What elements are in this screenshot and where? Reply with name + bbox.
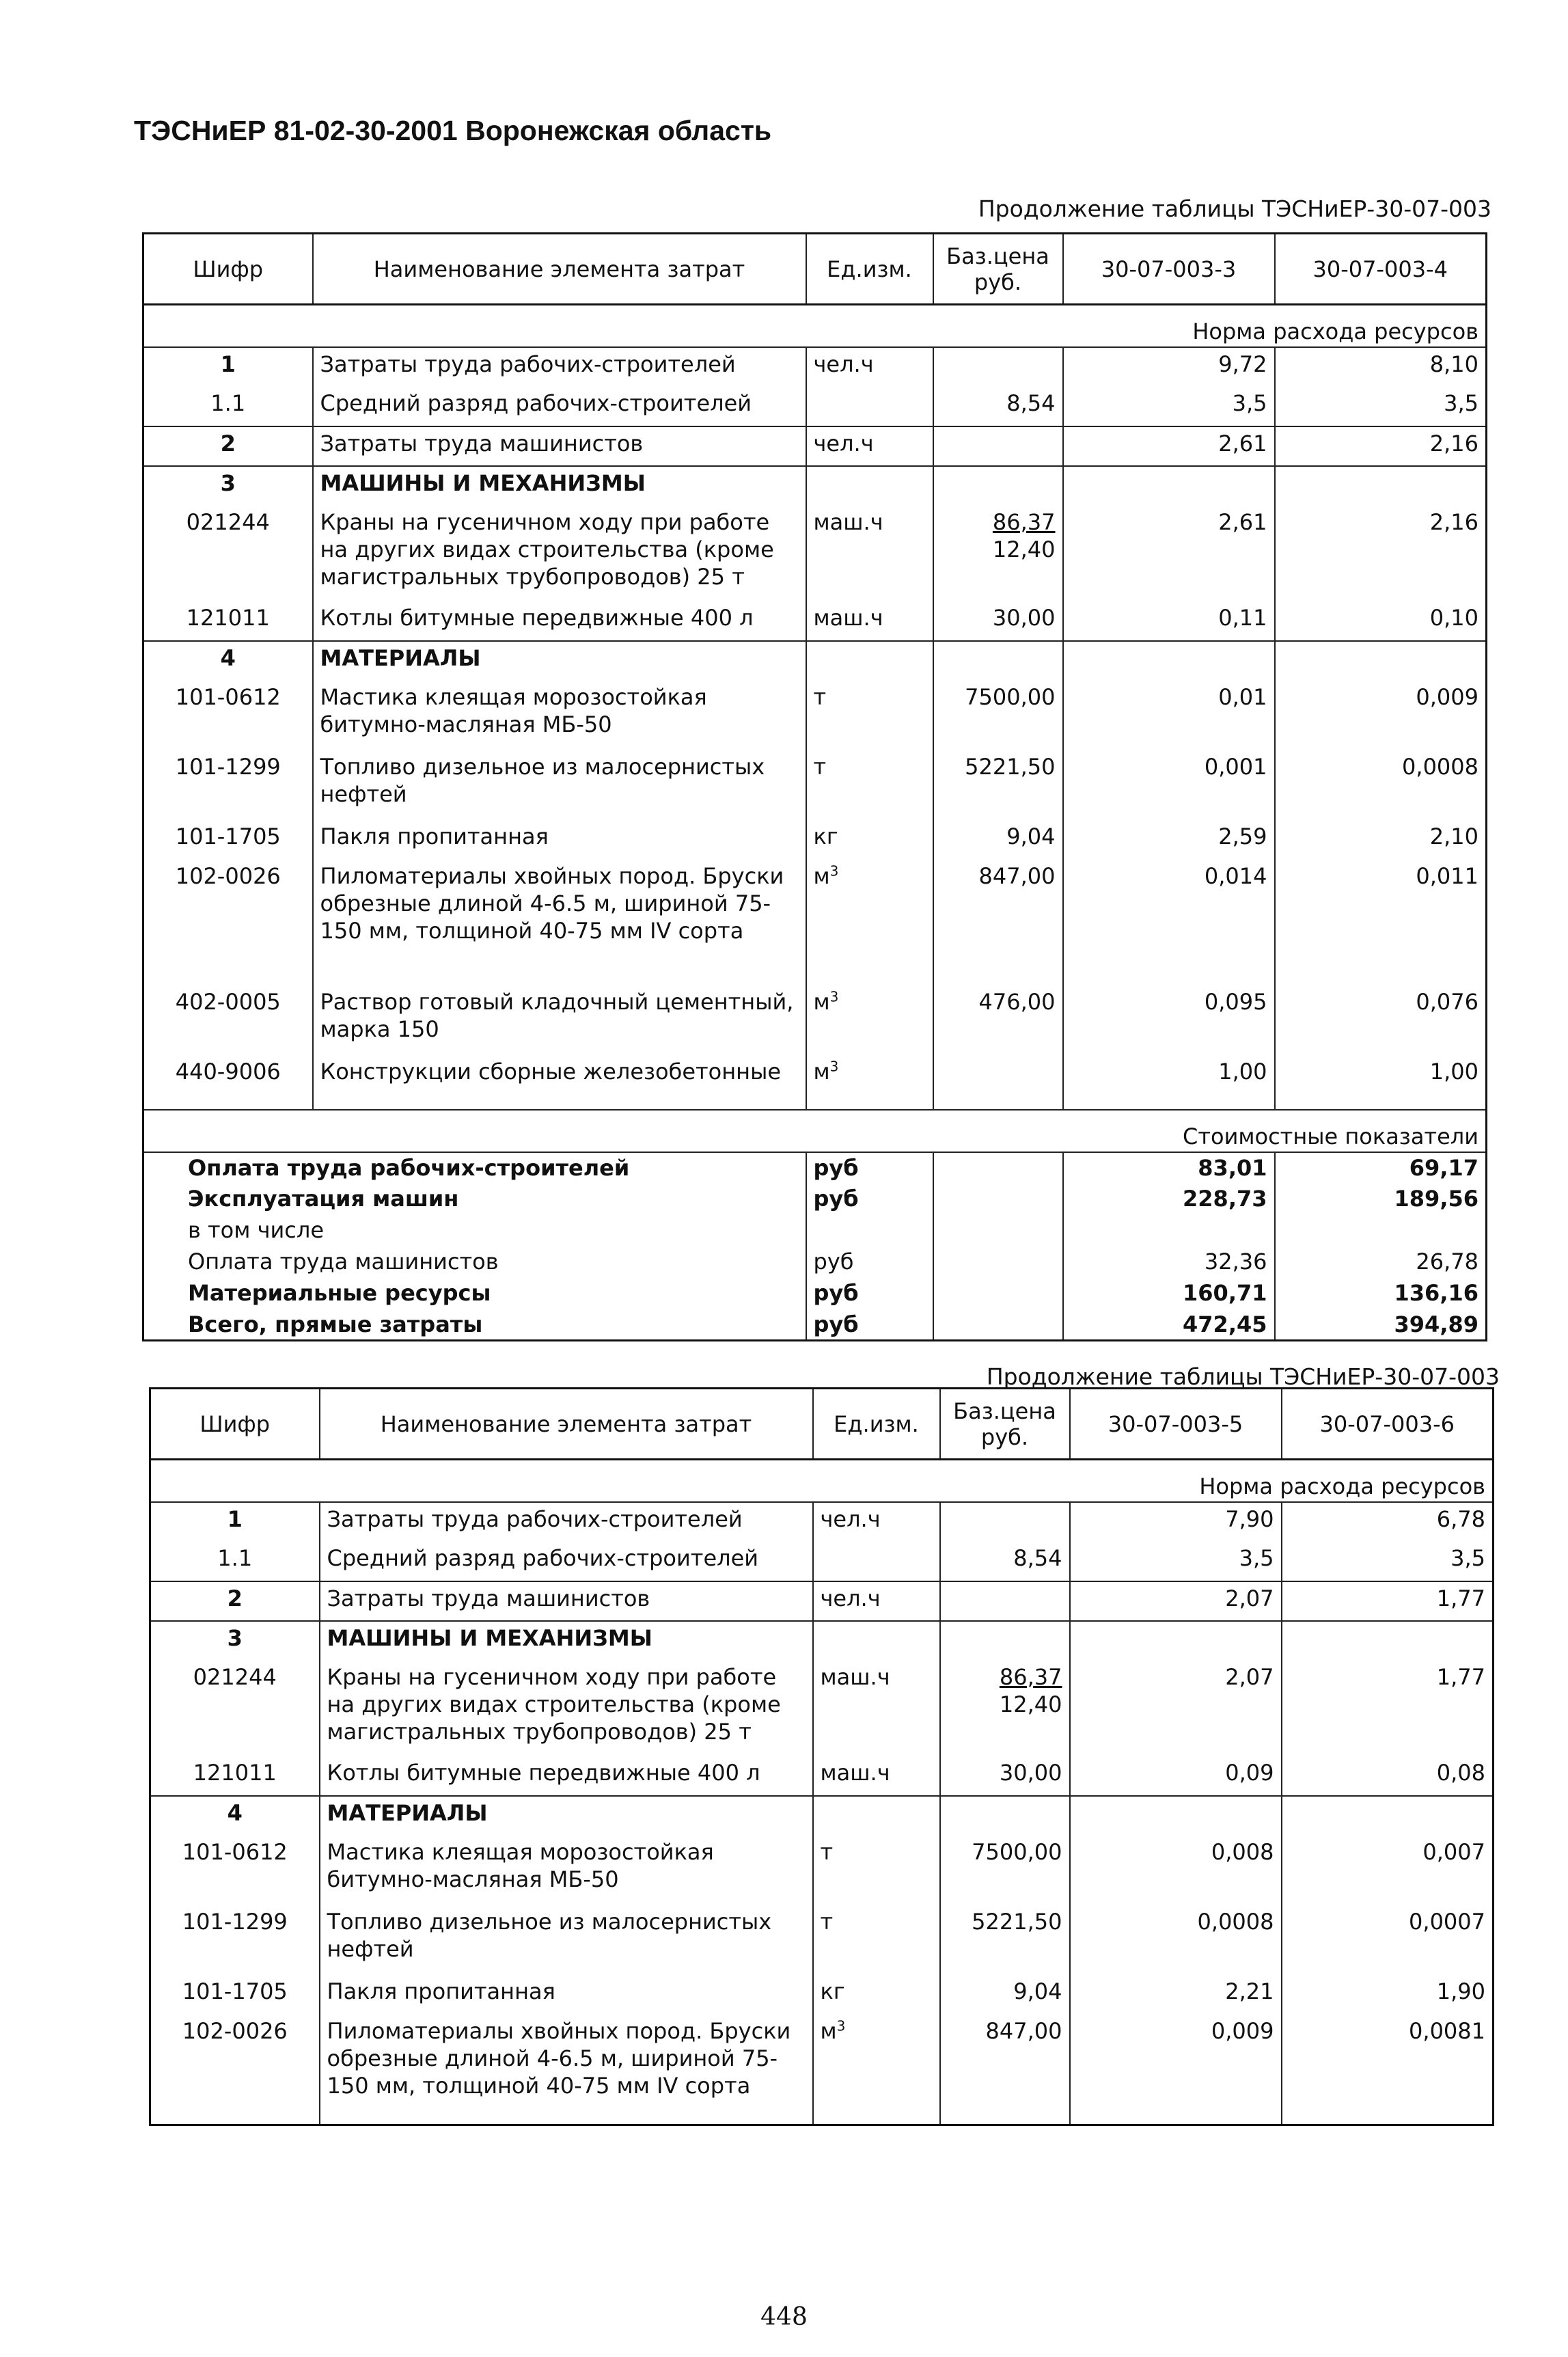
row-base-price-value: 847,00 xyxy=(985,2017,1062,2044)
header-col-b: 30-07-003-4 xyxy=(1275,234,1487,305)
row-value-a: 3,5 xyxy=(1070,1542,1282,1581)
table-row xyxy=(143,641,1487,681)
row-name: Затраты труда машинистов xyxy=(320,1581,813,1621)
row-value-b xyxy=(1275,641,1487,681)
row-unit xyxy=(806,750,933,820)
summary-row xyxy=(143,1309,1487,1341)
row-value-a: 0,095 xyxy=(1063,985,1275,1055)
row-unit-text: маш.ч xyxy=(813,604,883,631)
page-number: 448 xyxy=(760,2303,808,2331)
row-unit xyxy=(806,985,933,1055)
row-base-price xyxy=(940,1905,1070,1975)
header-unit: Ед.изм. xyxy=(806,234,933,305)
row-value-a xyxy=(1070,1621,1282,1661)
row-unit xyxy=(806,641,933,681)
row-code: 4 xyxy=(150,1796,320,1836)
table1-header-row xyxy=(143,234,1487,305)
row-unit xyxy=(813,1756,940,1796)
row-value-b xyxy=(1275,466,1487,506)
row-value-b: 0,009 xyxy=(1275,681,1487,750)
row-unit xyxy=(813,1836,940,1905)
summary-value-a: 160,71 xyxy=(1063,1278,1275,1309)
row-base-price xyxy=(940,1542,1070,1581)
table1 xyxy=(142,232,1487,1341)
row-value-a: 0,09 xyxy=(1070,1756,1282,1796)
row-unit xyxy=(806,681,933,750)
row-base-price xyxy=(933,426,1063,466)
row-value-a: 0,01 xyxy=(1063,681,1275,750)
row-base-price-value: 5221,50 xyxy=(965,753,1056,780)
row-name: Затраты труда машинистов xyxy=(313,426,806,466)
row-code: 101-1299 xyxy=(143,750,313,820)
row-value-b: 0,076 xyxy=(1275,985,1487,1055)
summary-row xyxy=(143,1215,1487,1246)
row-value-a: 2,61 xyxy=(1063,506,1275,601)
row-name: Мастика клеящая морозостойкая битумно-масляная МБ-50 xyxy=(320,1836,813,1905)
summary-row xyxy=(143,1152,1487,1184)
summary-value-a: 472,45 xyxy=(1063,1309,1275,1341)
table-row xyxy=(150,1661,1494,1756)
row-base-price xyxy=(933,601,1063,641)
row-base-price-value: 30,00 xyxy=(992,604,1056,631)
row-base-price-bottom: 12,40 xyxy=(992,536,1056,562)
summary-empty xyxy=(933,1309,1063,1341)
header-code: Шифр xyxy=(143,234,313,305)
row-value-b: 2,16 xyxy=(1275,506,1487,601)
row-value-b xyxy=(1282,1796,1494,1836)
table-row xyxy=(150,1905,1494,1975)
header-unit: Ед.изм. xyxy=(813,1389,940,1460)
summary-value-b: 26,78 xyxy=(1275,1246,1487,1278)
row-value-b: 1,77 xyxy=(1282,1581,1494,1621)
row-code: 021244 xyxy=(150,1661,320,1756)
summary-row xyxy=(143,1278,1487,1309)
header-col-a: 30-07-003-3 xyxy=(1063,234,1275,305)
row-base-price xyxy=(940,2015,1070,2110)
norm-band-label: Норма расхода ресурсов xyxy=(150,1460,1494,1502)
row-base-price-value: 8,54 xyxy=(1013,1544,1062,1571)
row-base-price xyxy=(933,347,1063,387)
row-base-price xyxy=(933,387,1063,426)
norm-band-label: Норма расхода ресурсов xyxy=(143,305,1487,347)
summary-value-b: 394,89 xyxy=(1275,1309,1487,1341)
row-code: 1.1 xyxy=(150,1542,320,1581)
table-row xyxy=(143,985,1487,1055)
cost-band-label: Стоимостные показатели xyxy=(143,1110,1487,1152)
row-value-a: 0,008 xyxy=(1070,1836,1282,1905)
row-unit-text: кг xyxy=(820,1978,845,2004)
row-value-a: 2,61 xyxy=(1063,426,1275,466)
summary-unit: руб xyxy=(806,1184,933,1215)
row-unit xyxy=(806,506,933,601)
row-unit xyxy=(806,347,933,387)
row-unit xyxy=(813,1661,940,1756)
table1-caption: Продолжение таблицы ТЭСНиЕР-30-07-003 xyxy=(978,195,1491,222)
summary-empty xyxy=(933,1184,1063,1215)
row-name: Пиломатериалы хвойных пород. Бруски обрезные длиной 4-6.5 м, шириной 75-150 мм, толщиной 40-75 мм IV сорта xyxy=(320,2015,813,2110)
row-unit xyxy=(813,1905,940,1975)
table2-norm-band xyxy=(150,1460,1494,1502)
row-value-a: 0,009 xyxy=(1070,2015,1282,2110)
table2-header-row xyxy=(150,1389,1494,1460)
table2-body xyxy=(150,1502,1494,2110)
row-name: Средний разряд рабочих-строителей xyxy=(320,1542,813,1581)
row-name: МАШИНЫ И МЕХАНИЗМЫ xyxy=(313,466,806,506)
table2 xyxy=(149,1387,1494,2126)
row-code: 4 xyxy=(143,641,313,681)
row-base-price xyxy=(933,641,1063,681)
row-base-price xyxy=(940,1975,1070,2015)
row-base-price xyxy=(940,1756,1070,1796)
summary-value-b: 69,17 xyxy=(1275,1152,1487,1184)
row-unit-text: чел.ч xyxy=(820,1585,881,1611)
row-value-b: 1,90 xyxy=(1282,1975,1494,2015)
row-value-b: 0,0081 xyxy=(1282,2015,1494,2110)
table-row xyxy=(143,426,1487,466)
row-value-a: 0,001 xyxy=(1063,750,1275,820)
row-unit-text: т xyxy=(813,683,827,710)
summary-unit: руб xyxy=(806,1278,933,1309)
row-code: 440-9006 xyxy=(143,1055,313,1095)
row-unit-text: м xyxy=(813,1058,830,1085)
row-code: 1.1 xyxy=(143,387,313,426)
row-base-price xyxy=(940,1581,1070,1621)
row-name: МАТЕРИАЛЫ xyxy=(320,1796,813,1836)
row-unit-superscript: 3 xyxy=(829,862,839,879)
table-row xyxy=(143,387,1487,426)
row-unit-superscript: 3 xyxy=(836,2017,846,2034)
row-unit xyxy=(806,860,933,985)
row-value-b: 0,0007 xyxy=(1282,1905,1494,1975)
summary-unit: руб xyxy=(806,1152,933,1184)
row-unit-text: чел.ч xyxy=(813,351,874,377)
row-value-b: 2,16 xyxy=(1275,426,1487,466)
row-unit xyxy=(806,820,933,860)
row-unit xyxy=(813,1975,940,2015)
row-unit-text: маш.ч xyxy=(820,1663,890,1690)
row-code: 101-1705 xyxy=(143,820,313,860)
row-value-b: 6,78 xyxy=(1282,1502,1494,1542)
table1-body xyxy=(143,347,1487,1095)
row-base-price-value: 847,00 xyxy=(978,862,1056,889)
table-row xyxy=(150,2015,1494,2110)
row-code: 102-0026 xyxy=(143,860,313,985)
row-name: Пиломатериалы хвойных пород. Бруски обрезные длиной 4-6.5 м, шириной 75-150 мм, толщиной 40-75 мм IV сорта xyxy=(313,860,806,985)
row-base-price xyxy=(933,506,1063,601)
row-base-price xyxy=(940,1836,1070,1905)
row-code: 101-0612 xyxy=(150,1836,320,1905)
header-base-price: Баз.цена руб. xyxy=(933,234,1063,305)
row-base-price xyxy=(933,820,1063,860)
summary-label: Всего, прямые затраты xyxy=(143,1309,806,1341)
summary-value-b: 136,16 xyxy=(1275,1278,1487,1309)
row-base-price-value: 9,04 xyxy=(1013,1978,1062,2004)
row-unit xyxy=(813,2015,940,2110)
row-base-price-value: 9,04 xyxy=(1006,823,1056,849)
row-code: 3 xyxy=(143,466,313,506)
row-base-price-value: 7500,00 xyxy=(965,683,1056,710)
row-base-price xyxy=(940,1621,1070,1661)
row-unit xyxy=(806,601,933,641)
row-code: 101-1705 xyxy=(150,1975,320,2015)
row-code: 101-0612 xyxy=(143,681,313,750)
summary-unit: руб xyxy=(806,1246,933,1278)
row-unit-text: маш.ч xyxy=(820,1759,890,1786)
row-code: 021244 xyxy=(143,506,313,601)
row-value-b: 0,0008 xyxy=(1275,750,1487,820)
summary-label: в том числе xyxy=(143,1215,806,1246)
row-code: 102-0026 xyxy=(150,2015,320,2110)
header-name: Наименование элемента затрат xyxy=(313,234,806,305)
summary-label: Оплата труда рабочих-строителей xyxy=(143,1152,806,1184)
row-code: 2 xyxy=(150,1581,320,1621)
row-unit-text: м xyxy=(813,988,830,1015)
summary-row xyxy=(143,1246,1487,1278)
table-row xyxy=(143,750,1487,820)
row-unit xyxy=(813,1621,940,1661)
summary-row xyxy=(143,1184,1487,1215)
row-value-b: 3,5 xyxy=(1282,1542,1494,1581)
row-value-a: 0,0008 xyxy=(1070,1905,1282,1975)
row-base-price-value: 30,00 xyxy=(999,1759,1062,1786)
row-unit xyxy=(806,426,933,466)
header-code: Шифр xyxy=(150,1389,320,1460)
summary-value-a xyxy=(1063,1215,1275,1246)
row-unit-superscript: 3 xyxy=(829,1057,839,1074)
row-name: МАТЕРИАЛЫ xyxy=(313,641,806,681)
page-title: ТЭСНиЕР 81-02-30-2001 Воронежская область xyxy=(134,115,772,146)
row-value-a: 0,014 xyxy=(1063,860,1275,985)
row-unit-text: чел.ч xyxy=(820,1506,881,1532)
row-name: Пакля пропитанная xyxy=(313,820,806,860)
row-unit xyxy=(813,1796,940,1836)
row-value-b: 8,10 xyxy=(1275,347,1487,387)
row-value-b: 1,00 xyxy=(1275,1055,1487,1095)
table-row xyxy=(143,347,1487,387)
row-code: 121011 xyxy=(143,601,313,641)
row-base-price-value: 5221,50 xyxy=(972,1908,1062,1935)
row-unit-text: т xyxy=(813,753,827,780)
row-base-price xyxy=(933,466,1063,506)
row-unit-text: м xyxy=(813,862,830,889)
row-base-price xyxy=(933,681,1063,750)
table-row xyxy=(150,1502,1494,1542)
table-row xyxy=(143,820,1487,860)
row-base-price xyxy=(933,1055,1063,1095)
row-value-a xyxy=(1070,1796,1282,1836)
summary-label: Материальные ресурсы xyxy=(143,1278,806,1309)
summary-label: Эксплуатация машин xyxy=(143,1184,806,1215)
summary-value-b xyxy=(1275,1215,1487,1246)
row-name: Краны на гусеничном ходу при работе на других видах строительства (кроме магистральных трубопроводов) 25 т xyxy=(320,1661,813,1756)
table-row xyxy=(143,601,1487,641)
row-unit-text: маш.ч xyxy=(813,508,883,535)
row-value-b: 0,007 xyxy=(1282,1836,1494,1905)
row-base-price xyxy=(940,1661,1070,1756)
table-row xyxy=(150,1975,1494,2015)
row-base-price-value: 7500,00 xyxy=(972,1838,1062,1865)
row-code: 1 xyxy=(150,1502,320,1542)
table-row xyxy=(150,1836,1494,1905)
table-row xyxy=(143,1055,1487,1095)
row-value-b: 0,011 xyxy=(1275,860,1487,985)
row-value-a xyxy=(1063,641,1275,681)
row-code: 3 xyxy=(150,1621,320,1661)
summary-label: Оплата труда машинистов xyxy=(143,1246,806,1278)
row-name: Мастика клеящая морозостойкая битумно-масляная МБ-50 xyxy=(313,681,806,750)
row-unit-text: чел.ч xyxy=(813,430,874,457)
row-name: Котлы битумные передвижные 400 л xyxy=(320,1756,813,1796)
row-name: Котлы битумные передвижные 400 л xyxy=(313,601,806,641)
row-unit-text: т xyxy=(820,1908,834,1935)
row-value-a: 7,90 xyxy=(1070,1502,1282,1542)
row-unit xyxy=(813,1502,940,1542)
row-value-b: 1,77 xyxy=(1282,1661,1494,1756)
row-value-a: 1,00 xyxy=(1063,1055,1275,1095)
summary-empty xyxy=(933,1215,1063,1246)
row-value-b: 0,08 xyxy=(1282,1756,1494,1796)
row-code: 101-1299 xyxy=(150,1905,320,1975)
row-value-a: 0,11 xyxy=(1063,601,1275,641)
row-unit-text: м xyxy=(820,2017,837,2044)
table-row xyxy=(143,860,1487,985)
row-unit xyxy=(806,387,933,426)
table-row xyxy=(143,681,1487,750)
summary-value-a: 32,36 xyxy=(1063,1246,1275,1278)
row-base-price xyxy=(933,860,1063,985)
row-base-price-top: 86,37 xyxy=(999,1663,1062,1690)
header-base-price: Баз.цена руб. xyxy=(940,1389,1070,1460)
row-value-b: 2,10 xyxy=(1275,820,1487,860)
row-base-price-bottom: 12,40 xyxy=(999,1691,1062,1717)
table-row xyxy=(150,1756,1494,1796)
row-value-a: 2,07 xyxy=(1070,1661,1282,1756)
row-name: МАШИНЫ И МЕХАНИЗМЫ xyxy=(320,1621,813,1661)
table-row xyxy=(150,1542,1494,1581)
summary-empty xyxy=(933,1152,1063,1184)
table-row xyxy=(150,1621,1494,1661)
summary-unit: руб xyxy=(806,1309,933,1341)
row-value-b xyxy=(1282,1621,1494,1661)
table-row xyxy=(143,506,1487,601)
row-unit xyxy=(806,466,933,506)
row-code: 2 xyxy=(143,426,313,466)
row-base-price-value: 476,00 xyxy=(978,988,1056,1015)
row-base-price xyxy=(940,1796,1070,1836)
row-name: Затраты труда рабочих-строителей xyxy=(313,347,806,387)
row-value-a xyxy=(1063,466,1275,506)
row-unit xyxy=(806,1055,933,1095)
row-unit xyxy=(813,1542,940,1581)
row-value-a: 2,59 xyxy=(1063,820,1275,860)
row-value-a: 2,21 xyxy=(1070,1975,1282,2015)
row-value-a: 2,07 xyxy=(1070,1581,1282,1621)
summary-value-a: 83,01 xyxy=(1063,1152,1275,1184)
row-name: Пакля пропитанная xyxy=(320,1975,813,2015)
row-value-b: 3,5 xyxy=(1275,387,1487,426)
summary-empty xyxy=(933,1246,1063,1278)
row-name: Топливо дизельное из малосернистых нефтей xyxy=(320,1905,813,1975)
row-unit-text: кг xyxy=(813,823,838,849)
row-unit-superscript: 3 xyxy=(829,987,839,1005)
row-name: Топливо дизельное из малосернистых нефтей xyxy=(313,750,806,820)
summary-empty xyxy=(933,1278,1063,1309)
table1-norm-band xyxy=(143,305,1487,347)
row-code: 402-0005 xyxy=(143,985,313,1055)
summary-unit xyxy=(806,1215,933,1246)
row-value-a: 3,5 xyxy=(1063,387,1275,426)
table-row xyxy=(150,1796,1494,1836)
table-row xyxy=(150,1581,1494,1621)
row-name: Конструкции сборные железобетонные xyxy=(313,1055,806,1095)
table1-cost-band xyxy=(143,1110,1487,1152)
row-name: Затраты труда рабочих-строителей xyxy=(320,1502,813,1542)
header-col-b: 30-07-003-6 xyxy=(1282,1389,1494,1460)
row-base-price xyxy=(940,1502,1070,1542)
row-value-b: 0,10 xyxy=(1275,601,1487,641)
summary-value-a: 228,73 xyxy=(1063,1184,1275,1215)
row-name: Средний разряд рабочих-строителей xyxy=(313,387,806,426)
row-base-price-top: 86,37 xyxy=(992,508,1056,535)
summary-value-b: 189,56 xyxy=(1275,1184,1487,1215)
row-base-price xyxy=(933,750,1063,820)
row-unit-text: т xyxy=(820,1838,834,1865)
row-code: 121011 xyxy=(150,1756,320,1796)
table2-caption: Продолжение таблицы ТЭСНиЕР-30-07-003 xyxy=(986,1363,1500,1390)
header-name: Наименование элемента затрат xyxy=(320,1389,813,1460)
row-name: Раствор готовый кладочный цементный, марка 150 xyxy=(313,985,806,1055)
row-name: Краны на гусеничном ходу при работе на других видах строительства (кроме магистральных трубопроводов) 25 т xyxy=(313,506,806,601)
header-col-a: 30-07-003-5 xyxy=(1070,1389,1282,1460)
table1-summary xyxy=(143,1152,1487,1341)
row-unit xyxy=(813,1581,940,1621)
table2-spacer xyxy=(150,2110,1494,2125)
row-value-a: 9,72 xyxy=(1063,347,1275,387)
table1-spacer xyxy=(143,1095,1487,1110)
row-base-price-value: 8,54 xyxy=(1006,390,1056,416)
row-code: 1 xyxy=(143,347,313,387)
row-base-price xyxy=(933,985,1063,1055)
table-row xyxy=(143,466,1487,506)
